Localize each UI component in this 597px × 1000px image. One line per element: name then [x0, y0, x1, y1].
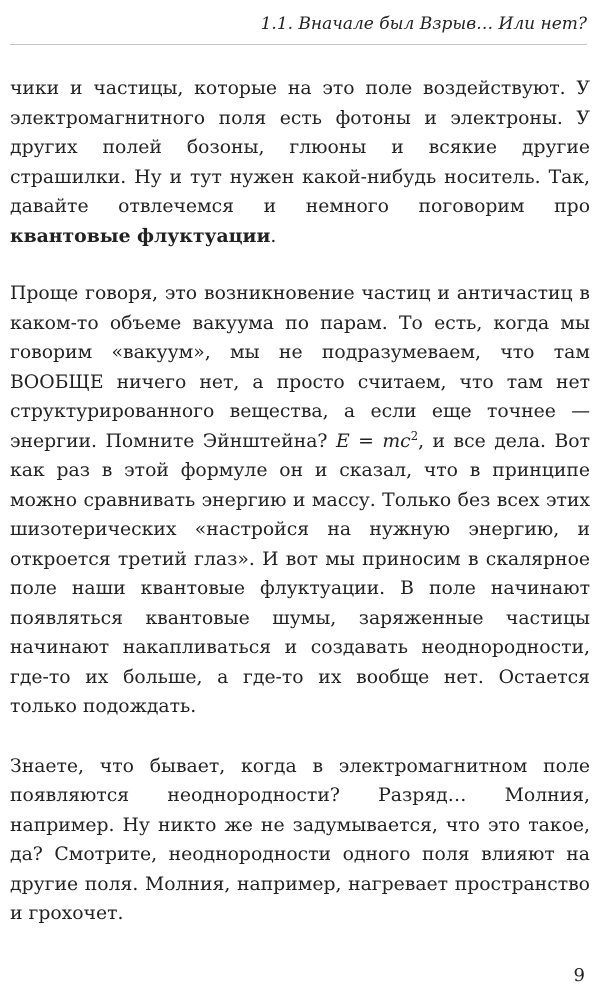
paragraph-1-bold-term: квантовые флуктуации	[10, 224, 271, 247]
formula-energy: E	[335, 430, 350, 452]
paragraph-1-end: .	[270, 225, 277, 247]
paragraph-2	[10, 279, 590, 722]
header-rule	[10, 44, 587, 45]
paragraph-2-text-end: , и все дела. Вот как раз в этой формуле он и сказал, что в принципе можно сравнивать энергию и массу. Только без всех этих шизотерических «настройся на нужную энергию, и откроется третий глаз». И вот мы приносим в скалярное поле наши квантовые флуктуации. В поле начинают появляться квантовые шумы, заряженные частицы начинают накапливаться и создавать неоднородности, где-то их больше, а где-то их вообще нет. Остается только подождать.	[10, 430, 590, 717]
formula-equals: =	[349, 430, 383, 452]
paragraph-2-text-start: Проще говоря, это возникновение частиц и античастиц в каком-то объеме вакуума по парам. То есть, когда мы говорим «вакуум», мы не подразумеваем, что там ВООБЩЕ ничего нет, а просто считаем, что там нет структурированного вещества, а если еще точнее — энергии. Помните Эйнштейна?	[10, 283, 590, 452]
page-body	[10, 74, 590, 955]
paragraph-3: Знаете, что бывает, когда в электромагнитном поле появляются неоднородности? Разряд… Молния, например. Ну никто же не задумывается, что это такое, да? Смотрите, неоднородности одного поля влияют на другие поля. Молния, например, нагревает пространство и грохочет.	[10, 755, 590, 924]
page-number: 9	[573, 965, 585, 986]
paragraph-1-text: чики и частицы, которые на это поле воздействуют. У электромагнитного поля есть фотоны и электроны. У других полей бозоны, глюоны и всякие другие страшилки. Ну и тут нужен какой-нибудь носитель. Так, давайте отвлечемся и немного поговорим про	[10, 78, 590, 217]
formula-exponent: 2	[410, 429, 419, 444]
paragraph-1	[10, 74, 590, 251]
formula-mass-c: mc	[382, 430, 411, 452]
running-header: 1.1. Вначале был Взрыв… Или нет?	[260, 14, 587, 34]
